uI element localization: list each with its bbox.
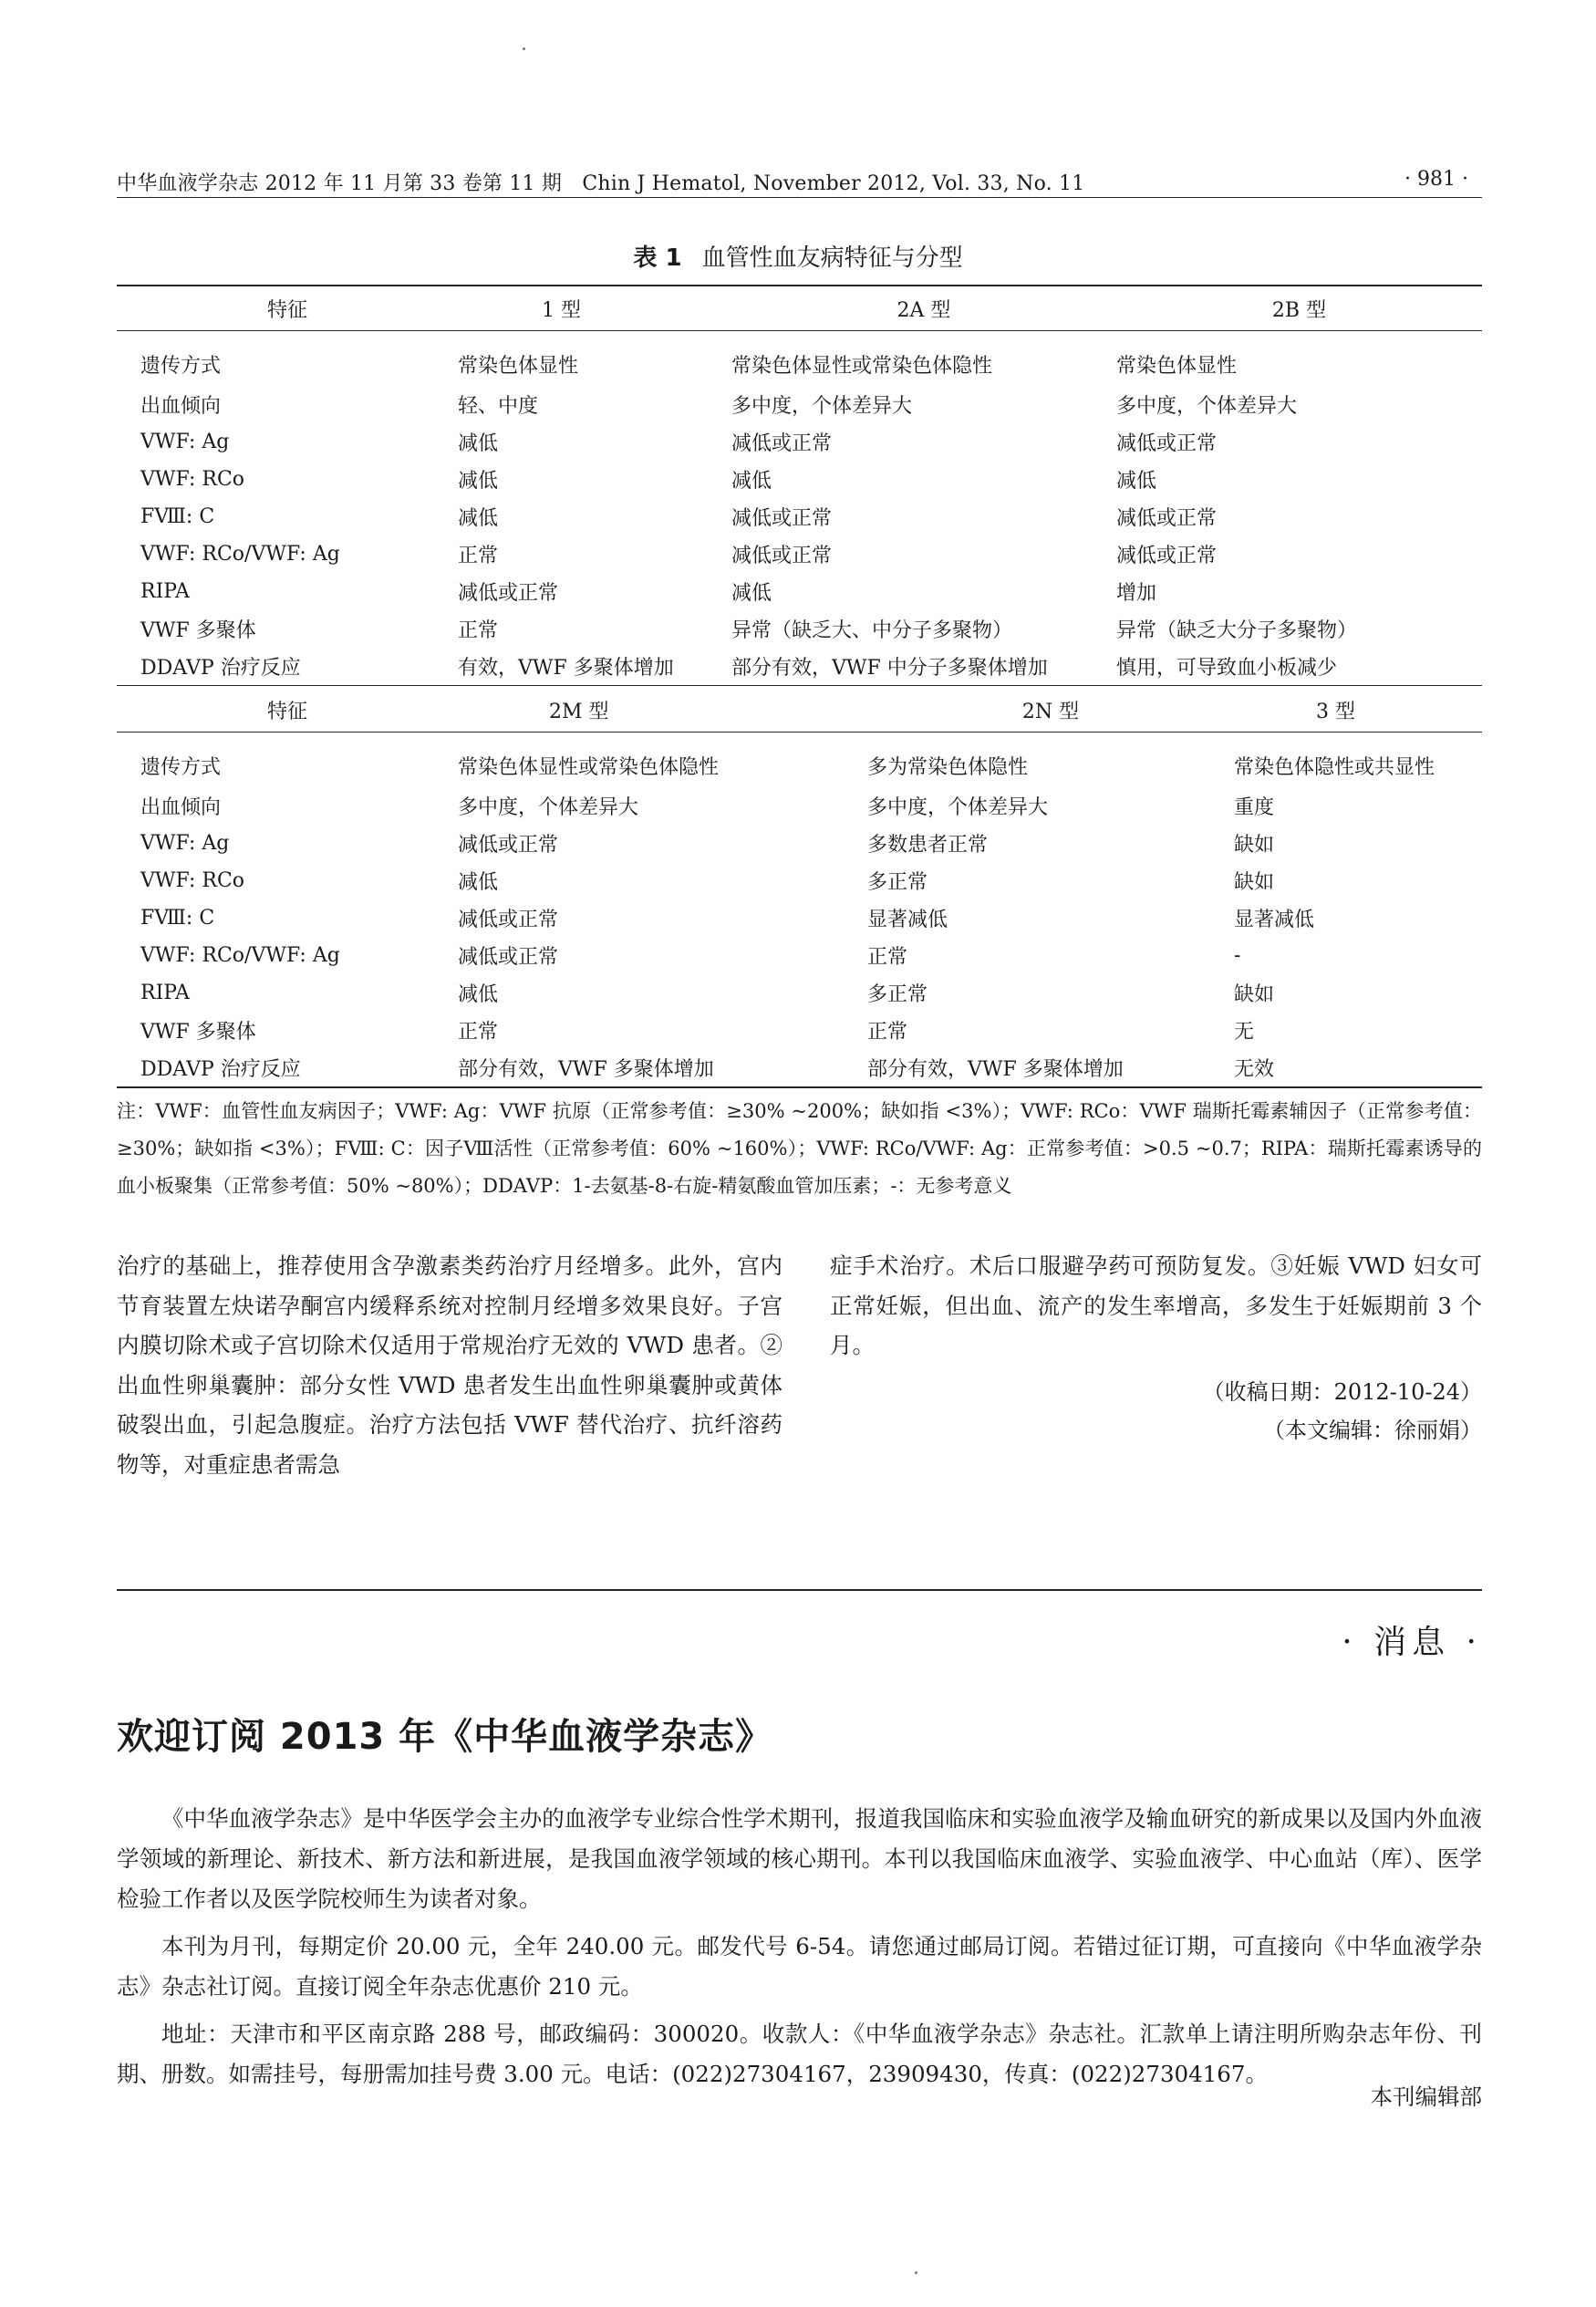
- table-cell: 减低或正常: [458, 946, 559, 969]
- news-title: 欢迎订阅 2013 年《中华血液学杂志》: [117, 1716, 773, 1758]
- body-text-left-column: 治疗的基础上，推荐使用含孕激素类药治疗月经增多。此外，宫内节育装置左炔诺孕酮宫内缓释系统对控制月经增多效果良好。子宫内膜切除术或子宫切除术仅适用于常规治疗无效的 VWD 患者。②出血性卵巢囊肿：部分女性 VWD 患者发生出血性卵巢囊肿或黄体破裂出血，引起急腹症。治疗方法包括 VWF 替代治疗、抗纤溶药物等，对重症患者需急: [117, 1252, 782, 1478]
- table-header-row: [117, 688, 1482, 733]
- table-cell: 多正常: [867, 983, 928, 1006]
- table-cell: 常染色体显性: [458, 354, 579, 378]
- table-row: [117, 461, 1482, 498]
- feature-cell: VWF: RCo: [140, 869, 245, 892]
- table-row: [117, 386, 1482, 423]
- table-cell: 多数患者正常: [867, 834, 989, 857]
- table-cell: 减低或正常: [458, 582, 559, 605]
- table-cell: 多中度，个体差异大: [867, 796, 1049, 819]
- feature-cell: 出血倾向: [140, 796, 222, 819]
- feature-cell: 遗传方式: [140, 354, 222, 378]
- news-paragraph: 本刊为月刊，每期定价 20.00 元，全年 240.00 元。邮发代号 6-54。请您通过邮局订阅。若错过征订期，可直接向《中华血液学杂志》杂志社订阅。直接订阅全年杂志优惠价 210 元。: [117, 1933, 1482, 2000]
- table-cell: 正常: [458, 1021, 499, 1044]
- feature-cell: DDAVP 治疗反应: [140, 657, 301, 680]
- feature-cell: RIPA: [140, 982, 190, 1004]
- news-paragraph: 地址：天津市和平区南京路 288 号，邮政编码：300020。收款人：《中华血液学杂志》杂志社。汇款单上请注明所购杂志年份、刊期、册数。如需挂号，每册需加挂号费 3.00 元。电话：(022)27304167，23909430，传真：(022)27304167。: [117, 2021, 1482, 2087]
- column-header: 特征: [266, 298, 307, 322]
- table-cell: 无: [1234, 1021, 1255, 1044]
- table-cell: 多中度，个体差异大: [1116, 395, 1298, 418]
- table-cell: 减低: [1116, 470, 1157, 493]
- table-cell: 正常: [458, 619, 499, 642]
- table-cell: 多中度，个体差异大: [731, 395, 913, 418]
- table-row: [117, 787, 1482, 825]
- table-row: [117, 1012, 1482, 1049]
- table-cell: 显著减低: [867, 909, 948, 931]
- table-cell: 多中度，个体差异大: [458, 796, 639, 819]
- table-cell: 部分有效，VWF 多聚体增加: [867, 1058, 1124, 1081]
- table-cell: 部分有效，VWF 中分子多聚体增加: [731, 657, 1048, 680]
- table-row: [117, 1049, 1482, 1087]
- table-cell: 正常: [867, 946, 908, 969]
- feature-cell: 出血倾向: [140, 395, 222, 418]
- table-row: [117, 899, 1482, 937]
- table-cell: 正常: [867, 1021, 908, 1044]
- table-row: [117, 331, 1482, 387]
- table-cell: 减低: [731, 582, 772, 605]
- feature-cell: VWF: Ag: [140, 431, 230, 453]
- news-signature: 本刊编辑部: [1370, 2084, 1482, 2110]
- table-cell: 常染色体隐性或共显性: [1234, 755, 1435, 779]
- table-cell: 减低或正常: [458, 834, 559, 857]
- column-header: 2N 型: [1021, 700, 1080, 723]
- table-cell: 有效，VWF 多聚体增加: [458, 657, 674, 680]
- scan-speck: [915, 2271, 917, 2274]
- table-cell: 异常（缺乏大、中分子多聚物）: [731, 619, 1013, 642]
- header-rule: [117, 197, 1482, 198]
- table-cell: 常染色体显性或常染色体隐性: [731, 354, 993, 378]
- table-row: [117, 535, 1482, 573]
- journal-header: 中华血液学杂志 2012 年 11 月第 33 卷第 11 期 Chin J Hematol, November 2012, Vol. 33, No. 11: [117, 172, 1085, 195]
- table-cell: 减低或正常: [731, 432, 833, 455]
- table-cell: 缺如: [1234, 983, 1275, 1006]
- table-caption: 血管性血友病特征与分型: [701, 244, 963, 272]
- table-cell: 减低或正常: [1116, 545, 1218, 567]
- page-number: · 981 ·: [1404, 168, 1468, 191]
- table-row: [117, 610, 1482, 648]
- column-header: 特征: [266, 700, 307, 723]
- feature-cell: DDAVP 治疗反应: [140, 1058, 301, 1081]
- article-editor: （本文编辑：徐丽娟）: [1263, 1418, 1482, 1443]
- table-footnote: 注：VWF：血管性血友病因子；VWF: Ag：VWF 抗原（正常参考值：≥30% ~200%；缺如指 <3%）；VWF: RCo：VWF 瑞斯托霉素辅因子（正常参考值：≥30%；缺如指 <3%）；FⅧ: C：因子Ⅷ活性（正常参考值：60% ~160%）；VWF: RCo/VWF: Ag：正常参考值：>0.5 ~0.7；RIPA：瑞斯托霉素诱导的血小板聚集（正常参考值：50% ~80%）；DDAVP：1-去氨基-8-右旋-精氨酸血管加压素；-：无参考意义: [117, 1100, 1482, 1197]
- column-header: 2M 型: [549, 700, 609, 723]
- vwd-table-part1: [117, 285, 1482, 686]
- table-label: 表 1: [633, 244, 682, 272]
- feature-cell: 遗传方式: [140, 755, 222, 779]
- table-cell: 减低或正常: [1116, 507, 1218, 530]
- table-cell: 重度: [1234, 796, 1275, 819]
- column-header: 2B 型: [1271, 298, 1327, 322]
- table-cell: 减低或正常: [1116, 432, 1218, 455]
- table-title: [0, 239, 1596, 273]
- table-cell: 正常: [458, 545, 499, 567]
- table-header-row: [117, 286, 1482, 331]
- table-cell: 常染色体显性或常染色体隐性: [458, 755, 720, 779]
- table-cell: 减低或正常: [731, 507, 833, 530]
- scan-speck: [523, 47, 525, 50]
- feature-cell: VWF: Ag: [140, 832, 230, 855]
- table-cell: 减低: [458, 507, 499, 530]
- table-cell: 异常（缺乏大分子多聚物）: [1116, 619, 1358, 642]
- column-header: 3 型: [1316, 700, 1355, 723]
- feature-cell: VWF: RCo/VWF: Ag: [140, 543, 340, 566]
- feature-cell: VWF: RCo: [140, 468, 245, 491]
- received-date: （收稿日期：2012-10-24）: [1202, 1379, 1482, 1405]
- table-cell: -: [1234, 944, 1241, 967]
- section-divider: [117, 1589, 1482, 1591]
- table-cell: 显著减低: [1234, 909, 1315, 931]
- table-cell: 减低或正常: [731, 545, 833, 567]
- table-row: [117, 937, 1482, 974]
- news-body: [117, 1799, 1482, 2102]
- table-row: [117, 423, 1482, 461]
- table-cell: 减低: [731, 470, 772, 493]
- news-section-tag: · 消息 ·: [1342, 1624, 1482, 1661]
- table-row: [117, 862, 1482, 899]
- feature-cell: VWF 多聚体: [140, 1021, 256, 1044]
- feature-cell: FⅧ: C: [140, 505, 215, 528]
- table-cell: 无效: [1234, 1058, 1275, 1081]
- body-text-right-column: 症手术治疗。术后口服避孕药可预防复发。③妊娠 VWD 妇女可正常妊娠，但出血、流产的发生率增高，多发生于妊娠期前 3 个月。: [830, 1252, 1482, 1358]
- table-cell: 慎用，可导致血小板减少: [1116, 657, 1338, 680]
- column-header: 2A 型: [896, 298, 951, 322]
- table-cell: 减低: [458, 871, 499, 894]
- table-row: [117, 974, 1482, 1012]
- vwd-table-part2: [117, 688, 1482, 1088]
- table-cell: 多正常: [867, 871, 928, 894]
- table-row: [117, 825, 1482, 862]
- table-cell: 常染色体显性: [1116, 354, 1238, 378]
- table-cell: 减低: [458, 983, 499, 1006]
- table-row: [117, 573, 1482, 610]
- table-cell: 减低: [458, 432, 499, 455]
- table-cell: 部分有效，VWF 多聚体增加: [458, 1058, 714, 1081]
- table-cell: 缺如: [1234, 834, 1275, 857]
- table-row: [117, 648, 1482, 686]
- news-paragraph: 《中华血液学杂志》是中华医学会主办的血液学专业综合性学术期刊，报道我国临床和实验血液学及输血研究的新成果以及国内外血液学领域的新理论、新技术、新方法和新进展，是我国血液学领域的核心期刊。本刊以我国临床血液学、实验血液学、中心血站（库）、医学检验工作者以及医学院校师生为读者对象。: [117, 1805, 1482, 1912]
- column-header: 1 型: [542, 298, 581, 322]
- feature-cell: RIPA: [140, 580, 190, 603]
- table-row: [117, 733, 1482, 788]
- feature-cell: VWF 多聚体: [140, 619, 256, 642]
- feature-cell: FⅧ: C: [140, 907, 215, 930]
- table-cell: 多为常染色体隐性: [867, 755, 1029, 779]
- table-cell: 增加: [1116, 582, 1157, 605]
- table-row: [117, 498, 1482, 535]
- table-cell: 减低: [458, 470, 499, 493]
- table-cell: 轻、中度: [458, 395, 539, 418]
- table-cell: 减低或正常: [458, 909, 559, 931]
- table-cell: 缺如: [1234, 871, 1275, 894]
- feature-cell: VWF: RCo/VWF: Ag: [140, 944, 340, 967]
